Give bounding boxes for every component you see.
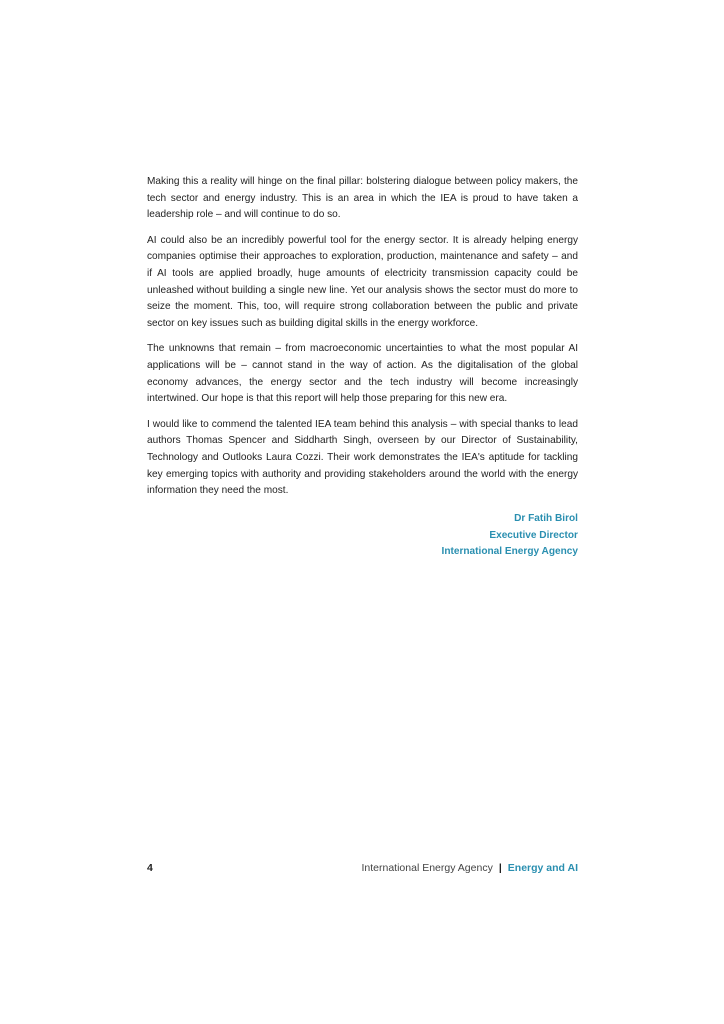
footer-report-title: Energy and AI xyxy=(507,862,578,874)
signatory-role: Executive Director xyxy=(489,529,578,541)
footer-separator: | xyxy=(498,862,502,874)
paragraph-2: AI could also be an incredibly powerful tool for the energy sector. It is already helping energy companies optimise their approaches to exploration, production, maintenance and safety – and if AI tools are applied broadly, huge amounts of electricity transmission capacity could be unleashed without building a single new line. Yet our analysis shows the sector must do more to seize the moment. This, too, will require strong collaboration between the public and private sector on key issues such as building digital skills in the energy workforce. xyxy=(147,234,578,329)
paragraph-1: Making this a reality will hinge on the final pillar: bolstering dialogue between policy makers, the tech sector and energy industry. This is an area in which the IEA is proud to have taken a leadership role – and will continue to do so. xyxy=(147,176,578,221)
page-number: 4 xyxy=(147,862,153,874)
paragraph-4: I would like to commend the talented IEA team behind this analysis – with special thanks to lead authors Thomas Spencer and Siddharth Singh, overseen by our Director of Sustainability, Technology and Outlooks Laura Cozzi. Their work demonstrates the IEA's aptitude for tackling key emerging topics with authority and providing stakeholders around the world with the energy information they need the most. xyxy=(147,418,578,497)
footer-organization: International Energy Agency xyxy=(361,862,493,874)
signatory-organization: International Energy Agency xyxy=(441,546,578,558)
signature-block xyxy=(360,511,578,561)
footer xyxy=(361,862,578,874)
body-text xyxy=(147,174,578,509)
paragraph-3: The unknowns that remain – from macroeconomic uncertainties to what the most popular AI applications will be – cannot stand in the way of action. As the digitalisation of the global economy advances, the energy sector and the tech industry will become increasingly intertwined. Our hope is that this report will help those preparing for this new era. xyxy=(147,343,578,405)
signatory-name: Dr Fatih Birol xyxy=(514,513,578,524)
